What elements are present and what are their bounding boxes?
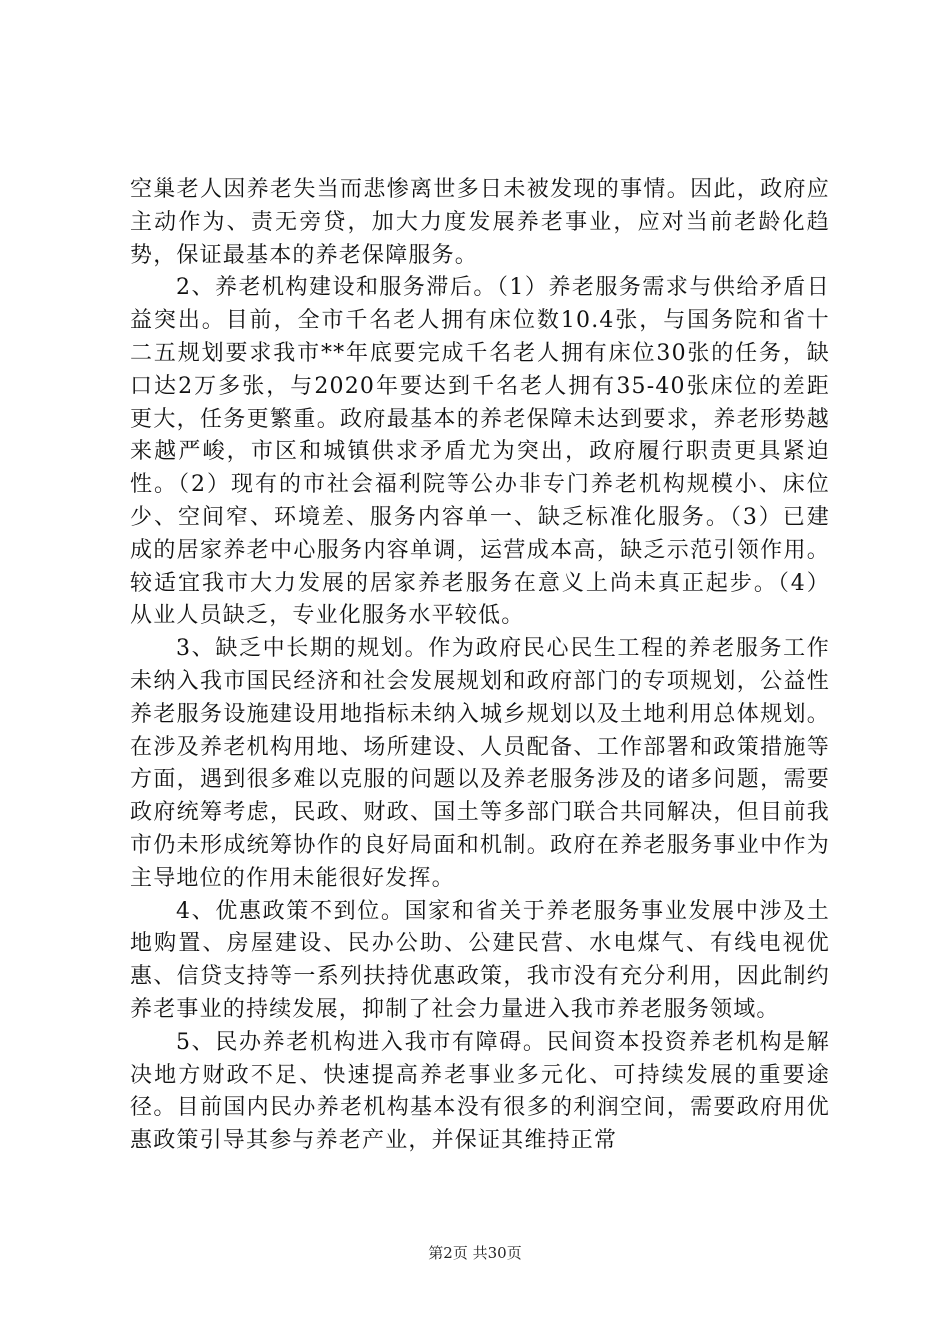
- paragraph-continuation: 空巢老人因养老失当而悲惨离世多日未被发现的事情。因此，政府应主动作为、责无旁贷，加大力度发展养老事业，应对当前老龄化趋势，保证最基本的养老保障服务。: [130, 177, 830, 268]
- paragraph-item-2: 2、养老机构建设和服务滞后。（1）养老服务需求与供给矛盾日益突出。目前，全市千名老人拥有床位数10.4张，与国务院和省十二五规划要求我市**年底要完成千名老人拥有床位30张的任务，缺口达2万多张，与2020年要达到千名老人拥有35-40张床位的差距更大，任务更繁重。政府最基本的养老保障未达到要求，养老形势越来越严峻，市区和城镇供求矛盾尤为突出，政府履行职责更具紧迫性。（2）现有的市社会福利院等公办非专门养老机构规模小、床位少、空间窄、环境差、服务内容单一、缺乏标准化服务。（3）已建成的居家养老中心服务内容单调，运营成本高，缺乏示范引领作用。较适宜我市大力发展的居家养老服务在意义上尚未真正起步。（4）从业人员缺乏，专业化服务水平较低。: [130, 275, 830, 629]
- document-body: [130, 174, 830, 1158]
- page-number-footer: 第2页 共30页: [428, 1244, 522, 1262]
- paragraph-item-5: 5、民办养老机构进入我市有障碍。民间资本投资养老机构是解决地方财政不足、快速提高养老事业多元化、可持续发展的重要途径。目前国内民办养老机构基本没有很多的利润空间，需要政府用优惠政策引导其参与养老产业，并保证其维持正常: [130, 1029, 830, 1154]
- paragraph-item-4: 4、优惠政策不到位。国家和省关于养老服务事业发展中涉及土地购置、房屋建设、民办公助、公建民营、水电煤气、有线电视优惠、信贷支持等一系列扶持优惠政策，我市没有充分利用，因此制约养老事业的持续发展，抑制了社会力量进入我市养老服务领域。: [130, 898, 830, 1022]
- paragraph-item-3: 3、缺乏中长期的规划。作为政府民心民生工程的养老服务工作未纳入我市国民经济和社会发展规划和政府部门的专项规划，公益性养老服务设施建设用地指标未纳入城乡规划以及土地利用总体规划。在涉及养老机构用地、场所建设、人员配备、工作部署和政策措施等方面，遇到很多难以克服的问题以及养老服务涉及的诸多问题，需要政府统筹考虑，民政、财政、国土等多部门联合共同解决，但目前我市仍未形成统筹协作的良好局面和机制。政府在养老服务事业中作为主导地位的作用未能很好发挥。: [130, 636, 830, 891]
